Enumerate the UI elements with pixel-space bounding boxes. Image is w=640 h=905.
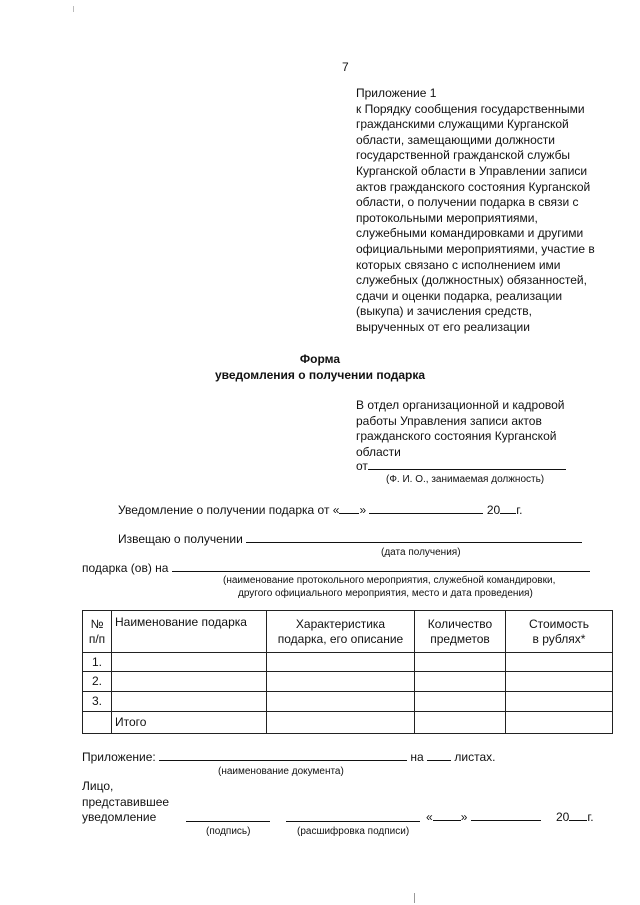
notice-day-field[interactable] — [339, 502, 359, 514]
signature-decoding-caption: (расшифровка подписи) — [297, 826, 410, 837]
addressee-line: работы Управления записи актов — [356, 413, 542, 428]
notice-close-quote: » — [359, 503, 367, 517]
signature-year-suffix: г. — [587, 810, 594, 824]
header-desc-2: подарка, его описание — [277, 631, 404, 646]
appendix-line: (выкупа) и зачисления средств, — [356, 304, 532, 319]
gift-name-cell[interactable] — [112, 653, 267, 672]
gift-name-cell[interactable] — [112, 672, 267, 692]
from-label: от — [356, 459, 368, 473]
addressee-line: В отдел организационной и кадровой — [356, 398, 565, 412]
header-desc — [267, 611, 415, 653]
from-caption: (Ф. И. О., занимаемая должность) — [386, 474, 545, 485]
addressee-line: гражданского состояния Курганской — [356, 429, 557, 443]
table-total-row — [83, 712, 613, 734]
notice-year-suffix: г. — [516, 503, 523, 517]
gift-desc-cell[interactable] — [267, 672, 415, 692]
header-num-2: п/п — [88, 631, 106, 646]
signature-day-field[interactable] — [433, 809, 461, 821]
gift-cost-cell[interactable] — [506, 653, 613, 672]
header-qty-1: Количество — [427, 616, 493, 631]
signature-decoding-field[interactable] — [286, 810, 420, 822]
appendix-line: к Порядку сообщения государственными — [356, 101, 585, 116]
appendix-line: служебных (должностных) обязанностей, — [356, 273, 587, 288]
from-field[interactable] — [368, 458, 566, 470]
appendix-line: служебными командировками и другими — [356, 226, 584, 241]
appendix-line: сдачи и оценки подарка, реализации — [356, 288, 563, 303]
receipt-date-field[interactable] — [246, 531, 582, 543]
signature-year-prefix: 20 — [556, 810, 570, 824]
inform-row — [118, 531, 582, 546]
total-number-cell — [83, 712, 112, 734]
appendix-line: гражданскими служащими Курганской — [356, 117, 569, 132]
notice-line — [118, 502, 522, 517]
submitter-block — [82, 779, 169, 826]
notice-month-field[interactable] — [369, 502, 483, 514]
appendix-line: государственной гражданской службы — [356, 148, 571, 163]
notice-year-prefix: 20 — [486, 503, 501, 517]
addressee-block — [356, 398, 596, 460]
signature-year-field[interactable] — [569, 809, 587, 821]
row-number: 2. — [83, 672, 112, 692]
receipt-date-caption: (дата получения) — [381, 547, 461, 558]
gift-qty-cell[interactable] — [415, 672, 506, 692]
notice-prefix: Уведомление о получении подарка от « — [118, 503, 340, 517]
attachment-sheets-field[interactable] — [427, 749, 451, 761]
submitter-line: Лицо, — [82, 779, 114, 793]
attachment-doc-caption: (наименование документа) — [218, 766, 344, 777]
attachment-doc-field[interactable] — [159, 749, 407, 761]
form-subtitle: уведомления о получении подарка — [214, 368, 426, 382]
header-qty — [415, 611, 506, 653]
header-cost-1: Стоимость — [528, 616, 590, 631]
header-cost-2: в рублях* — [532, 631, 586, 646]
gift-qty-cell[interactable] — [415, 653, 506, 672]
signature-month-field[interactable] — [471, 809, 541, 821]
table-row — [83, 672, 613, 692]
event-caption-1: (наименование протокольного мероприятия, служебной командировки, — [223, 575, 556, 586]
gift-cost-cell[interactable] — [506, 692, 613, 712]
row-number: 3. — [83, 692, 112, 712]
appendix-line: которых связано с исполнением ими — [356, 257, 561, 272]
appendix-line: официальными мероприятиями, участие в — [356, 241, 595, 256]
attachment-on-label: на — [410, 750, 424, 764]
event-row — [82, 560, 590, 575]
inform-label: Извещаю о получении — [118, 532, 243, 546]
event-caption-2: другого официального мероприятия, место и дата проведения) — [238, 588, 533, 599]
signature-caption: (подпись) — [206, 826, 251, 837]
signature-close-quote: » — [460, 810, 468, 824]
signature-open-quote: « — [426, 810, 433, 824]
attachment-sheets-label: листах. — [454, 750, 496, 764]
notice-year-field[interactable] — [500, 502, 516, 514]
signature-year — [556, 809, 594, 824]
row-number: 1. — [83, 653, 112, 672]
appendix-line: Курганской области в Управлении записи — [356, 163, 588, 178]
gift-cost-cell[interactable] — [506, 672, 613, 692]
total-cost-cell[interactable] — [506, 712, 613, 734]
form-title: Форма — [299, 352, 341, 366]
total-qty-cell[interactable] — [415, 712, 506, 734]
appendix-line: протокольными мероприятиями, — [356, 210, 538, 225]
table-row — [83, 692, 613, 712]
addressee-line: области — [356, 444, 401, 459]
submitter-line: уведомление — [82, 810, 157, 824]
signature-date — [426, 809, 541, 824]
header-num-1: № — [90, 616, 104, 631]
appendix-heading — [356, 86, 618, 336]
header-qty-2: предметов — [430, 631, 490, 646]
header-name: Наименование подарка — [112, 611, 267, 653]
submitter-line: представившее — [82, 794, 170, 809]
attachment-row — [82, 749, 495, 764]
gifts-table — [82, 610, 613, 734]
attachment-label: Приложение: — [82, 750, 156, 764]
event-field[interactable] — [172, 560, 590, 572]
appendix-line: области, замещающими должности — [356, 132, 556, 147]
gift-desc-cell[interactable] — [267, 653, 415, 672]
gift-name-cell[interactable] — [112, 692, 267, 712]
scan-margin-mark — [73, 6, 74, 12]
header-desc-1: Характеристика — [295, 616, 386, 631]
total-desc-cell[interactable] — [267, 712, 415, 734]
header-num — [83, 611, 112, 653]
table-header-row — [83, 611, 613, 653]
table-row — [83, 653, 613, 672]
gifts-on-label: подарка (ов) на — [82, 561, 169, 575]
scan-bottom-mark — [414, 893, 415, 903]
appendix-line: вырученных от его реализации — [356, 319, 530, 334]
appendix-line: области, о получении подарка в связи с — [356, 195, 579, 210]
appendix-line: Приложение 1 — [356, 86, 437, 100]
gift-desc-cell[interactable] — [267, 692, 415, 712]
gift-qty-cell[interactable] — [415, 692, 506, 712]
appendix-line: актов гражданского состояния Курганской — [356, 179, 591, 194]
signature-field[interactable] — [186, 810, 270, 822]
header-cost — [506, 611, 613, 653]
page-number: 7 — [342, 60, 349, 74]
from-row — [356, 458, 566, 473]
total-label: Итого — [112, 712, 267, 734]
